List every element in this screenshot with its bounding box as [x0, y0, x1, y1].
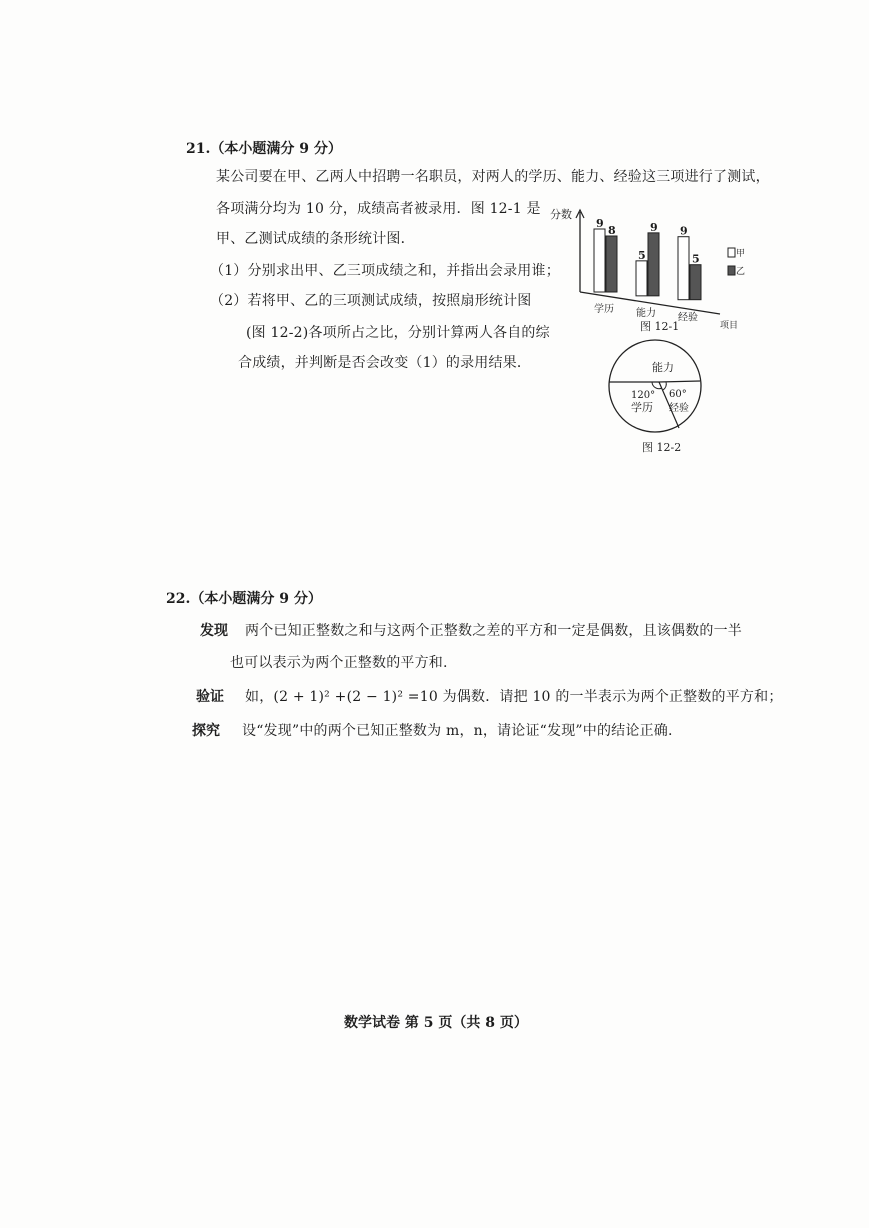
pie-label-experience: 经验	[669, 403, 689, 414]
explore-label: 探究	[192, 723, 220, 739]
explore-text: 设“发现”中的两个已知正整数为 m，n，请论证“发现”中的结论正确.	[242, 723, 673, 739]
pie-divider-right	[659, 381, 700, 382]
verify-line	[245, 686, 783, 706]
discover-line-1: 两个已知正整数之和与这两个正整数之差的平方和一定是偶数，且该偶数的一半	[245, 623, 742, 639]
pie-label-ability: 能力	[652, 361, 674, 374]
legend-swatch-甲	[728, 248, 735, 257]
bar-value-label: 5	[692, 252, 700, 266]
bar-甲-经验	[678, 237, 689, 300]
bar-chart-caption: 图 12-1	[640, 320, 680, 333]
bar-value-label: 9	[650, 220, 658, 234]
q21-title: 21.（本小题满分 9 分）	[186, 141, 342, 157]
q21-sub-1: （1）分别求出甲、乙三项成绩之和，并指出会录用谁；	[210, 263, 560, 279]
bar-value-label: 8	[608, 224, 616, 237]
bar-甲-学历	[594, 229, 605, 292]
verify-expression: (2 + 1)² +(2 − 1)² =10	[273, 689, 438, 705]
verify-label: 验证	[196, 689, 224, 705]
x-tick-label: 学历	[594, 304, 614, 315]
bar-乙-经验	[690, 265, 701, 300]
bar-value-label: 9	[596, 217, 604, 230]
verify-text: 为偶数．请把 10 的一半表示为两个正整数的平方和；	[437, 689, 783, 705]
verify-prefix: 如，	[245, 689, 274, 705]
q22-title: 22.（本小题满分 9 分）	[166, 591, 322, 607]
q21-line-2: 各项满分均为 10 分，成绩高者被录用．图 12-1 是	[216, 201, 541, 217]
x-tick-label: 经验	[678, 312, 698, 324]
q21-sub-2-cont-1: (图 12-2)各项所占之比，分别计算两人各自的综	[246, 325, 550, 341]
bleed-through-text	[180, 428, 193, 447]
pie-chart-figure	[600, 334, 715, 459]
legend-swatch-乙	[728, 266, 735, 275]
bar-甲-能力	[636, 261, 647, 296]
q21-line-1: 某公司要在甲、乙两人中招聘一名职员，对两人的学历、能力、经验这三项进行了测试，	[216, 169, 770, 185]
pie-caption: 图 12-2	[642, 441, 682, 454]
bar-value-label: 9	[680, 224, 688, 238]
q21-line-3: 甲、乙测试成绩的条形统计图．	[216, 231, 415, 247]
angle-arc-60	[663, 382, 666, 390]
bar-chart-figure	[548, 200, 746, 342]
page-footer: 数学试卷 第 5 页（共 8 页）	[344, 1015, 528, 1031]
bar-value-label: 5	[638, 248, 646, 262]
discover-line-2: 也可以表示为两个正整数的平方和.	[230, 655, 448, 671]
discover-label: 发现	[200, 623, 228, 639]
bar-乙-能力	[648, 233, 659, 296]
y-axis-label: 分数	[550, 208, 572, 221]
pie-circle	[609, 340, 701, 432]
pie-label-education: 学历	[631, 401, 653, 414]
legend-label: 乙	[736, 267, 746, 277]
legend-label: 甲	[736, 249, 746, 259]
pie-angle-60: 60°	[669, 389, 687, 400]
pie-angle-120: 120°	[631, 390, 656, 401]
q21-sub-2: （2）若将甲、乙的三项测试成绩，按照扇形统计图	[210, 293, 532, 309]
bar-乙-学历	[606, 236, 617, 292]
x-axis-label: 项目	[720, 321, 739, 331]
q21-sub-2-cont-2: 合成绩，并判断是否会改变（1）的录用结果．	[238, 355, 532, 371]
x-tick-label: 能力	[636, 308, 656, 320]
